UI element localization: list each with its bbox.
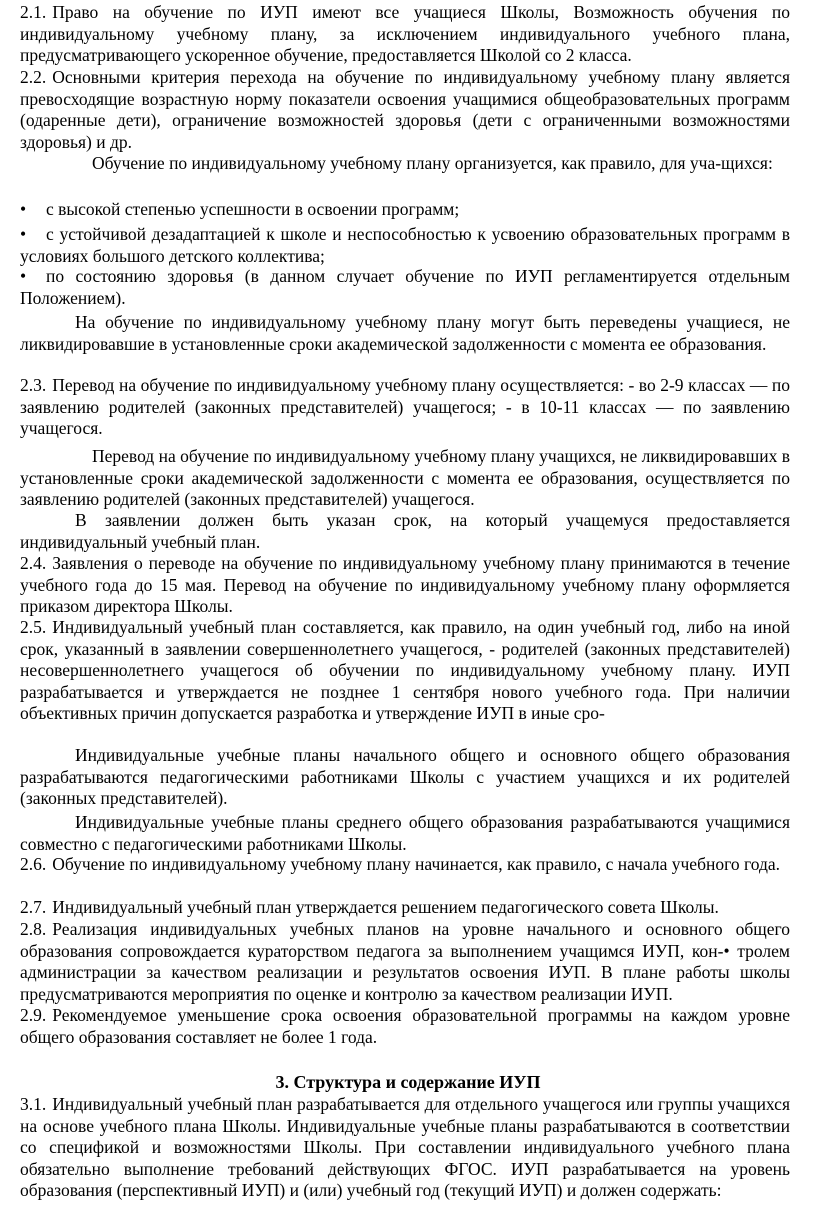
paragraph-text: Рекомендуемое уменьшение срока освоения образовательной программы на каждом уровне общего образования составляет не более 1 года. bbox=[20, 1005, 790, 1047]
bullet-item bbox=[20, 224, 790, 267]
paragraph-number: 2.3. bbox=[20, 375, 47, 395]
paragraph-text: Право на обучение по ИУП имеют все учащиеся Школы, Возможность обучения по индивидуальному учебному плану, за исключением индивидуального учебного плана, предусматривающего ускоренное обучение, предоставляется Школой со 2 класса. bbox=[20, 2, 790, 65]
bullet-item bbox=[20, 266, 790, 309]
paragraph-2-5 bbox=[20, 617, 790, 725]
paragraph-2-2 bbox=[20, 67, 790, 153]
paragraph-text: Основными критерия перехода на обучение по индивидуальному учебному плану является превосходящие возрастную норму показатели освоения учащимися общеобразовательных программ (одаренные дети), ограничение возможностей здоровья (дети с ограниченными возможностями здоровья) и др. bbox=[20, 67, 790, 152]
paragraph-number: 3.1. bbox=[20, 1094, 47, 1114]
paragraph-number: 2.4. bbox=[20, 553, 47, 573]
paragraph-transfer: Перевод на обучение по индивидуальному учебному плану учащихся, не ликвидировавших в установленные сроки академической задолженности с момента ее образования, осуществляется по заявлению родителей (законных представителей) учащегося. bbox=[20, 446, 790, 509]
paragraph-text: Реализация индивидуальных учебных планов на уровне начального и основного общего образования сопровождается кураторством педагога за выполнением учащимся ИУП, кон-• тролем администрации за качеством реализации и результатов освоения ИУП. В плане работы школы предусматриваются мероприятия по оценке и контролю за качеством реализации ИУП. bbox=[20, 919, 790, 1004]
paragraph-text: Индивидуальный учебный план составляется, как правило, на один учебный год, либо на иной срок, указанный в заявлении совершеннолетнего учащегося, - родителей (законных представителей) несовершеннолетнего учащегося об обучении по индивидуальному учебному плану. ИУП разрабатывается и утверждается не позднее 1 сентября нового учебного года. При наличии объективных причин допускается разработка и утверждение ИУП в иные сро- bbox=[20, 617, 790, 723]
bullet-icon: • bbox=[20, 199, 27, 219]
paragraph-2-1 bbox=[20, 2, 790, 67]
paragraph-number: 2.2. bbox=[20, 67, 47, 87]
bullet-text: по состоянию здоровья (в данном случает обучение по ИУП регламентируется отдельным Положением). bbox=[20, 266, 790, 308]
paragraph-3-1 bbox=[20, 1094, 790, 1202]
paragraph-secondary-plans: Индивидуальные учебные планы среднего общего образования разрабатываются учащимися совместно с педагогическими работниками Школы. bbox=[20, 812, 790, 854]
paragraph-text: Перевод на обучение по индивидуальному учебному плану осуществляется: - во 2-9 классах — по заявлению родителей (законных представителей) учащегося; - в 10-11 классах — по заявлению учащегося. bbox=[20, 375, 790, 438]
paragraph-number: 2.5. bbox=[20, 617, 47, 637]
paragraph-text: Обучение по индивидуальному учебному плану начинается, как правило, с начала учебного года. bbox=[52, 854, 780, 874]
paragraph-2-6 bbox=[20, 854, 790, 876]
bullet-icon: • bbox=[20, 266, 27, 286]
paragraph-2-4 bbox=[20, 553, 790, 618]
paragraph-primary-plans: Индивидуальные учебные планы начального общего и основного общего образования разрабатываются педагогическими работниками Школы с участием учащихся и их родителей (законных представителей). bbox=[20, 745, 790, 808]
bullet-text: с высокой степенью успешности в освоении программ; bbox=[46, 199, 460, 219]
bullet-item bbox=[20, 199, 790, 221]
paragraph-text: Индивидуальный учебный план разрабатывается для отдельного учащегося или группы учащихся на основе учебного плана Школы. Индивидуальные учебные планы разрабатываются в соответствии со спецификой и возможностями Школы. При составлении индивидуального учебного плана обязательно выполнение требований действующих ФГОС. ИУП разрабатывается на уровень образования (перспективный ИУП) и (или) учебный год (текущий ИУП) и должен содержать: bbox=[20, 1094, 790, 1200]
bullet-icon: • bbox=[20, 224, 27, 244]
paragraph-2-8 bbox=[20, 919, 790, 1005]
paragraph-text: Индивидуальный учебный план утверждается решением педагогического совета Школы. bbox=[52, 897, 719, 917]
paragraph-2-9 bbox=[20, 1005, 790, 1048]
paragraph-2-3 bbox=[20, 375, 790, 440]
paragraph-debt: На обучение по индивидуальному учебному плану могут быть переведены учащиеся, не ликвидировавшие в установленные сроки академической задолженности с момента ее образования. bbox=[20, 312, 790, 354]
paragraph-number: 2.7. bbox=[20, 897, 47, 917]
paragraph-number: 2.8. bbox=[20, 919, 47, 939]
paragraph-2-7 bbox=[20, 897, 790, 919]
paragraph-organization: Обучение по индивидуальному учебному плану организуется, как правило, для уча-щихся: bbox=[92, 153, 773, 173]
paragraph-number: 2.9. bbox=[20, 1005, 47, 1025]
bullet-text: с устойчивой дезадаптацией к школе и неспособностью к усвоению образовательных программ в условиях большого детского коллектива; bbox=[20, 224, 790, 266]
paragraph-number: 2.6. bbox=[20, 854, 47, 874]
paragraph-number: 2.1. bbox=[20, 2, 47, 22]
paragraph-text: Заявления о переводе на обучение по индивидуальному учебному плану принимаются в течение учебного года до 15 мая. Перевод на обучение по индивидуальному учебному плану оформляется приказом директора Школы. bbox=[20, 553, 790, 616]
section-3-heading: 3. Структура и содержание ИУП bbox=[275, 1072, 541, 1092]
paragraph-application: В заявлении должен быть указан срок, на который учащемуся предоставляется индивидуальный учебный план. bbox=[20, 510, 790, 552]
